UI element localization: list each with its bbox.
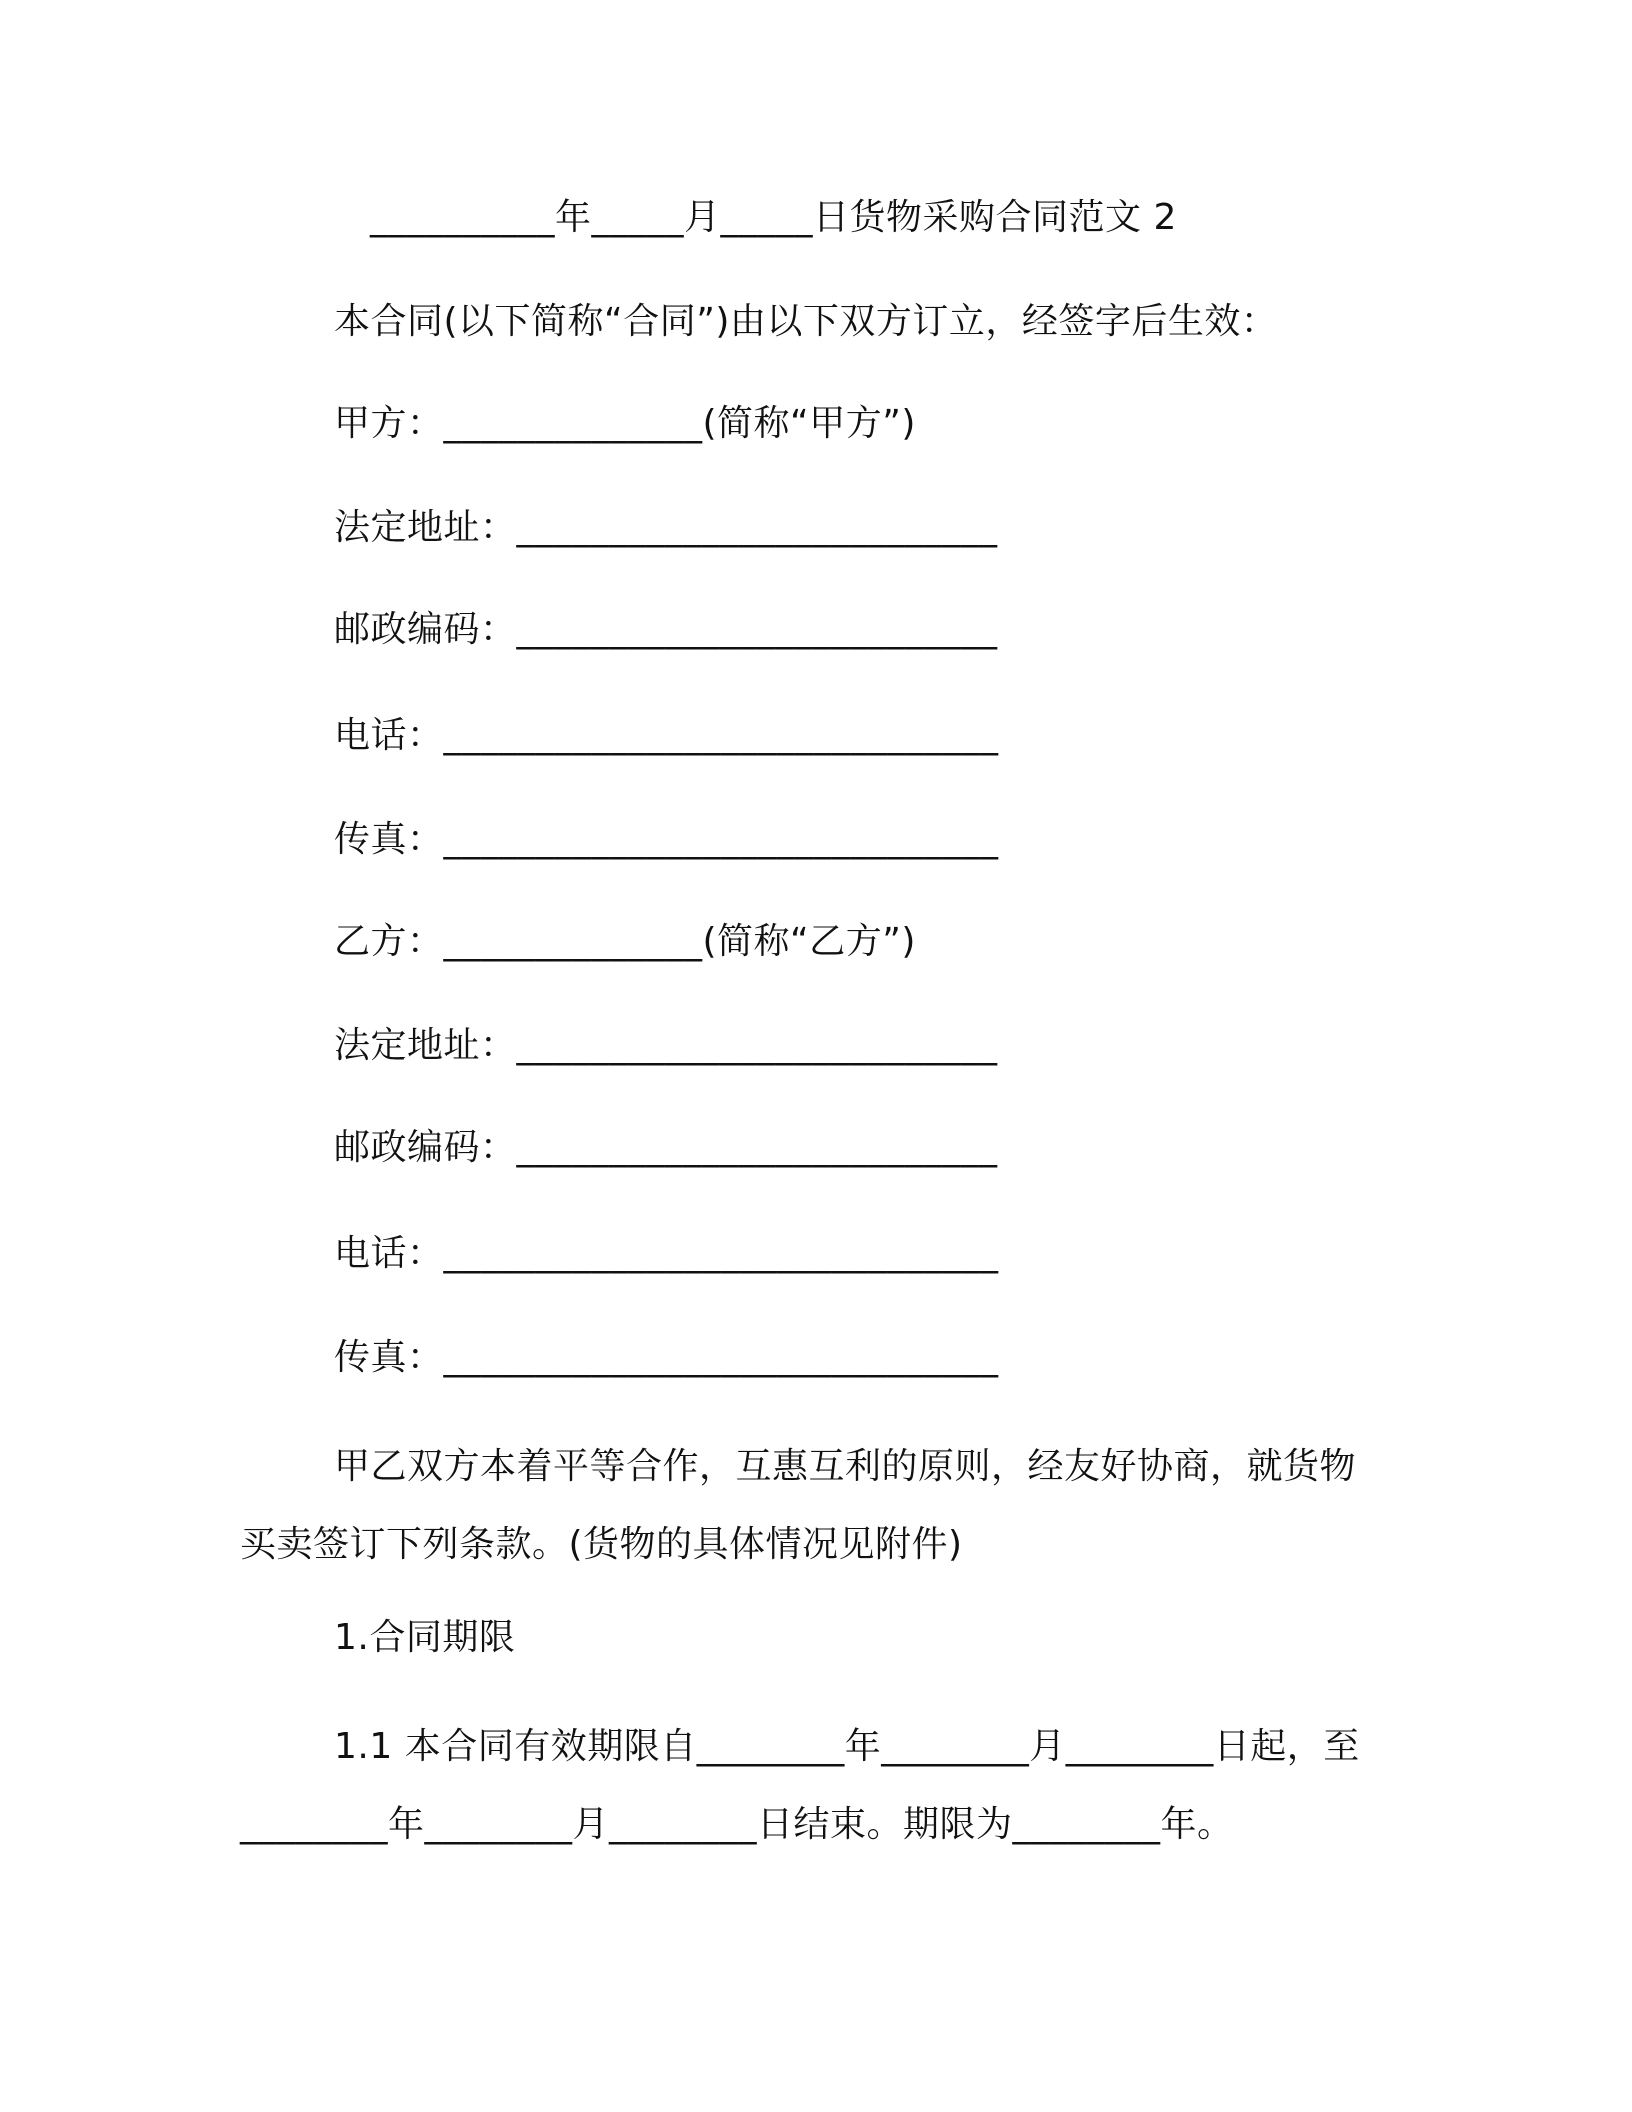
party-b-name-line: 乙方：______________(简称“乙方”) [334, 921, 916, 962]
document-title: __________年_____月_____日货物采购合同范文 2 [370, 197, 1177, 238]
preamble-paragraph: 甲乙双方本着平等合作，互惠互利的原则，经友好协商，就货物买卖签订下列条款。(货物的具体情况见附件) [240, 1446, 1357, 1565]
party-b-address-line: 法定地址：__________________________ [334, 1025, 998, 1066]
party-b-phone-line: 电话：______________________________ [334, 1233, 999, 1274]
intro-paragraph: 本合同(以下简称“合同”)由以下双方订立，经签字后生效： [334, 301, 1278, 342]
party-a-phone-line: 电话：______________________________ [334, 715, 999, 756]
party-b-fax-line: 传真：______________________________ [334, 1337, 999, 1378]
section-1-1-paragraph: 1.1 本合同有效期限自________年________月________日起，至________年________月________日结束。期限为________年。 [240, 1726, 1360, 1845]
party-a-name-line: 甲方：______________(简称“甲方”) [334, 403, 916, 444]
party-b-postcode-line: 邮政编码：__________________________ [334, 1127, 998, 1168]
section-1-heading: 1.合同期限 [334, 1617, 516, 1658]
party-a-address-line: 法定地址：__________________________ [334, 507, 998, 548]
party-a-fax-line: 传真：______________________________ [334, 819, 999, 860]
party-a-postcode-line: 邮政编码：__________________________ [334, 609, 998, 650]
